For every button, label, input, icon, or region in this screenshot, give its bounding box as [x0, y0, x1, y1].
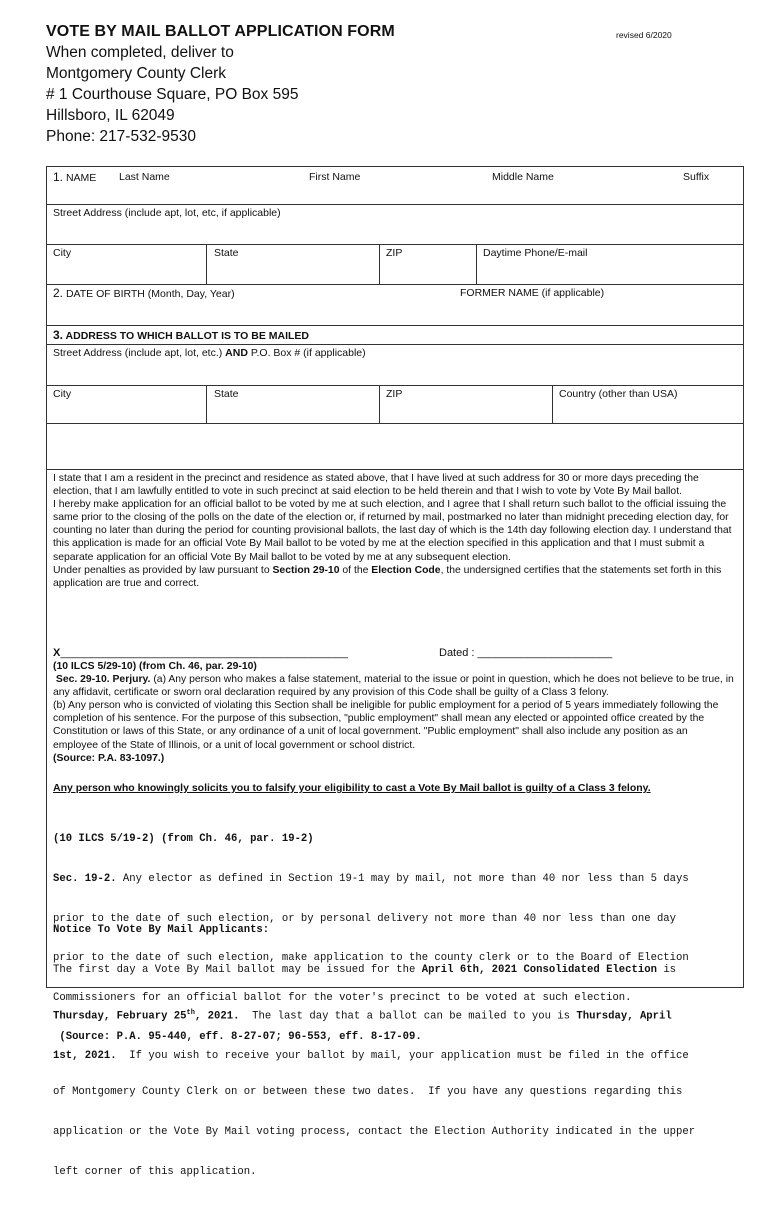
statute-19-2-line: prior to the date of such election, make application to the county clerk or to the Board of Election [53, 952, 689, 965]
deliver-instruction: When completed, deliver to [46, 44, 234, 61]
phone-email-field[interactable]: Daytime Phone/E-mail [483, 247, 588, 259]
notice-line: Thursday, February 25th, 2021. The last day that a ballot can be mailed to you is Thursday, April [53, 1008, 672, 1023]
divider [47, 244, 743, 245]
divider [379, 244, 380, 284]
suffix-field[interactable]: Suffix [683, 171, 710, 183]
mailing-country-field[interactable]: Country (other than USA) [559, 388, 678, 400]
declaration-text [53, 472, 735, 590]
divider [206, 244, 207, 284]
signature-line[interactable]: X_______________________________________________ [53, 647, 348, 659]
divider [47, 344, 743, 345]
notice-line: 1st, 2021. If you wish to receive your ballot by mail, your application must be filed in the office [53, 1049, 689, 1062]
declaration-residence: I state that I am a resident in the precinct and residence as stated above, that I have lived at such address for 30 or more days preceding the election, that I am lawfully entitled to vote in such precinct at said election to be held therein and that I wish to vote by Vote By Mail ballot. [53, 473, 699, 498]
notice-line: application or the Vote By Mail voting process, contact the Election Authority indicated in the upper [53, 1125, 696, 1138]
perjury-section-a: Sec. 29-10. Perjury. (a) Any person who makes a false statement, material to the issue or point in question, which he does not believe to be true, in any affidavit, certificate or sworn oral declaration required by any provision of this Code shall be guilty of a Class 3 felony. [53, 674, 734, 699]
application-form [46, 166, 744, 1178]
mailing-state-field[interactable]: State [214, 388, 239, 400]
mailing-street-address-field[interactable]: Street Address (include apt, lot, etc.) AND P.O. Box # (if applicable) [53, 347, 366, 359]
last-name-field[interactable]: Last Name [119, 171, 170, 183]
notice-title: Notice To Vote By Mail Applicants: [53, 924, 270, 937]
perjury-statute [53, 660, 735, 765]
statute-19-2-line: Commissioners for an official ballot for the voter's precinct to be voted at such election. [53, 991, 632, 1004]
state-field[interactable]: State [214, 247, 239, 259]
revision-date: revised 6/2020 [616, 30, 672, 40]
divider [47, 469, 743, 470]
section-2-date-of-birth[interactable]: 2. DATE OF BIRTH (Month, Day, Year) [53, 286, 235, 300]
divider [47, 284, 743, 285]
notice-line: left corner of this application. [53, 1165, 257, 1178]
dated-field[interactable]: Dated : ______________________ [439, 647, 613, 659]
perjury-source: (Source: P.A. 83-1097.) [53, 752, 165, 764]
notice-line: of Montgomery County Clerk on or between these two dates. If you have any questions regarding this [53, 1086, 683, 1099]
notice-to-applicants [53, 898, 739, 1205]
statute-19-2-line: Sec. 19-2. Any elector as defined in Section 19-1 may by mail, not more than 40 nor less than 5 days [53, 873, 689, 886]
divider [47, 325, 743, 326]
notice-line: The first day a Vote By Mail ballot may be issued for the April 6th, 2021 Consolidated Election is [53, 964, 677, 977]
clerk-office-name: Montgomery County Clerk [46, 65, 227, 82]
perjury-section-b: (b) Any person who is convicted of violating this Section shall be ineligible for public employment for a period of 5 years immediately following the completion of his sentence. For the purpose of this subsection, "public employment" shall mean any elected or appointed office created by the Constitution or laws of this State, or any ordinance of a unit of local government. "Public employment" shall also include any position as an employee of the State of Illinois, or a unit of local government or school district. [53, 700, 719, 751]
middle-name-field[interactable]: Middle Name [492, 171, 554, 183]
former-name-field[interactable]: FORMER NAME (if applicable) [460, 287, 605, 299]
first-name-field[interactable]: First Name [309, 171, 361, 183]
city-field[interactable]: City [53, 247, 72, 259]
perjury-citation: (10 ILCS 5/29-10) (from Ch. 46, par. 29-10) [53, 661, 257, 672]
divider [47, 385, 743, 386]
section-1-heading: 1. NAME [53, 170, 97, 184]
felony-warning: Any person who knowingly solicits you to falsify your eligibility to cast a Vote By Mail ballot is guilty of a Class 3 felony. [53, 782, 651, 794]
divider [379, 385, 380, 423]
clerk-city-zip: Hillsboro, IL 62049 [46, 107, 175, 124]
divider [47, 204, 743, 205]
mailing-city-field[interactable]: City [53, 388, 72, 400]
clerk-street-address: # 1 Courthouse Square, PO Box 595 [46, 86, 299, 103]
statute-19-2-line: prior to the date of such election, or by personal delivery not more than 40 nor less than one day [53, 912, 677, 925]
street-address-field[interactable]: Street Address (include apt, lot, etc, if applicable) [53, 207, 281, 219]
divider [206, 385, 207, 423]
declaration-penalties: Under penalties as provided by law pursuant to Section 29-10 of the Election Code, the undersigned certifies that the statements set forth in this application are true and correct. [53, 564, 722, 589]
form-title: VOTE BY MAIL BALLOT APPLICATION FORM [46, 23, 395, 40]
clerk-phone: Phone: 217-532-9530 [46, 128, 196, 145]
statute-19-2-source: (Source: P.A. 95-440, eff. 8-27-07; 96-553, eff. 8-17-09. [53, 1031, 422, 1044]
additional-info-field[interactable] [47, 424, 743, 469]
declaration-application: I hereby make application for an official ballot to be voted by me at such election, and I agree that I shall return such ballot to the official issuing the same prior to the closing of the polls on the date of the election or, if returned by mail, postmarked no later than midnight preceding election day, for counting no later than during the period for counting provisional ballots, the last day of which is the 14th day following election day. I understand that this application is made for an official Vote By Mail ballot to be voted by me at the election specified in this application and that I must submit a separate application for an official Vote By Mail ballot to be voted by me at any subsequent election. [53, 499, 732, 563]
mailing-zip-field[interactable]: ZIP [386, 388, 403, 400]
section-3-heading: 3. ADDRESS TO WHICH BALLOT IS TO BE MAILED [53, 328, 309, 342]
statute-19-2-citation: (10 ILCS 5/19-2) (from Ch. 46, par. 19-2) [53, 833, 314, 846]
divider [552, 385, 553, 423]
divider [476, 244, 477, 284]
zip-field[interactable]: ZIP [386, 247, 403, 259]
